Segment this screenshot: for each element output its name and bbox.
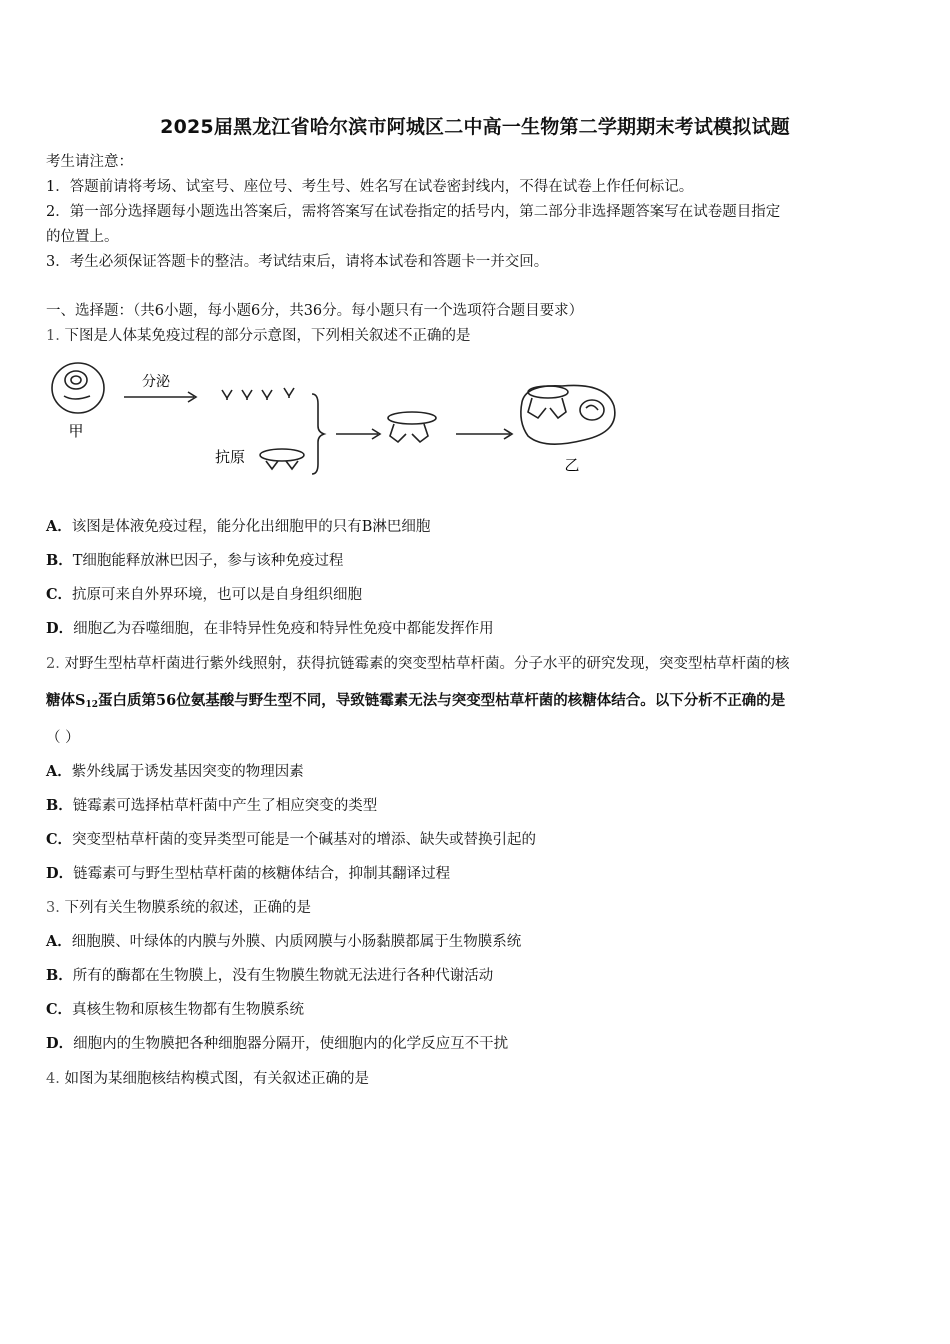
question-2-stem-line-2 [46,691,906,715]
option-key: C． [46,831,73,848]
notice-item-3: 3．考生必须保证答题卡的整洁。考试结束后，请将本试卷和答题卡一并交回。 [46,254,549,270]
question-number: 1. [46,328,60,344]
question-1-stem [46,326,906,346]
option-text: 该图是体液免疫过程，能分化出细胞甲的只有B淋巴细胞 [71,519,431,535]
option-text: 抗原可来自外界环境，也可以是自身组织细胞 [72,587,363,603]
option-text: T细胞能释放淋巴因子，参与该种免疫过程 [72,553,344,569]
antigen-shape [260,449,304,461]
question-number: 3. [46,900,60,916]
question-text-part: 蛋白质第56位氨基酸与野生型不同，导致链霉素无法与突变型枯草杆菌的核糖体结合。以下分析不正确的是 [98,692,786,709]
option-text: 所有的酶都在生物膜上，没有生物膜生物就无法进行各种代谢活动 [72,968,494,984]
option-key: D． [46,1035,74,1052]
option-text: 紫外线属于诱发基因突变的物理因素 [71,764,304,780]
option-text: 突变型枯草杆菌的变异类型可能是一个碱基对的增添、缺失或替换引起的 [72,832,537,848]
option-text: 细胞膜、叶绿体的内膜与外膜、内质网膜与小肠黏膜都属于生物膜系统 [71,934,522,950]
antigen-antibody-complex [388,412,436,424]
q1-option-a [46,517,906,537]
option-text: 链霉素可与野生型枯草杆菌的核糖体结合，抑制其翻译过程 [73,866,451,882]
question-text: 下列有关生物膜系统的叙述，正确的是 [64,900,311,916]
option-key: D． [46,865,74,882]
question-number: 4. [46,1071,60,1087]
notice-item-2-cont: 的位置上。 [46,229,119,245]
q2-option-d [46,864,906,884]
notice-item-2: 2．第一部分选择题每小题选出答案后，需将答案写在试卷指定的括号内，第二部分非选择题答案写在试卷题目指定 [46,204,781,220]
immune-diagram [44,352,644,492]
brace [312,394,324,474]
q1-option-d [46,619,906,639]
antibody-2 [242,390,252,400]
subscript: 12 [85,700,99,710]
notice-item-1: 1．答题前请将考场、试室号、座位号、考生号、姓名写在试卷密封线内，不得在试卷上作任何标记。 [46,179,694,195]
section-heading: 一、选择题：（共6小题，每小题6分，共36分。每小题只有一个选项符合题目要求） [46,303,584,319]
q1-option-c [46,585,906,605]
cell-b-nucleus [580,400,604,420]
antibody-1 [222,390,232,400]
immune-process-figure [44,352,644,492]
q3-option-d [46,1034,906,1054]
question-text: 如图为某细胞核结构模式图，有关叙述正确的是 [64,1071,369,1087]
cell-b-outline [521,385,615,444]
option-key: D． [46,620,74,637]
notice-heading: 考生请注意： [46,154,133,170]
answer-bracket: （ ） [46,730,80,746]
q3-option-b [46,966,906,986]
option-text: 细胞乙为吞噬细胞，在非特异性免疫和特异性免疫中都能发挥作用 [73,621,494,637]
page-title: 2025届黑龙江省哈尔滨市阿城区二中高一生物第二学期期末考试模拟试题 [160,116,790,138]
q3-option-c [46,1000,906,1020]
secrete-label: 分泌 [142,374,170,390]
question-text: 对野生型枯草杆菌进行紫外线照射，获得抗链霉素的突变型枯草杆菌。分子水平的研究发现，突变型枯草杆菌的核 [64,656,790,672]
option-text: 链霉素可选择枯草杆菌中产生了相应突变的类型 [72,798,378,814]
q3-option-a [46,932,906,952]
option-key: B． [46,552,73,569]
question-4-stem [46,1069,906,1089]
option-text: 细胞内的生物膜把各种细胞器分隔开，使细胞内的化学反应互不干扰 [73,1036,509,1052]
question-text-part: 糖体S [46,692,86,709]
option-key: B． [46,797,73,814]
question-2-stem-line-1 [46,654,906,674]
cell-a-nucleus [65,371,87,389]
antibody-4 [284,388,294,398]
q1-option-b [46,551,906,571]
option-key: A． [46,518,72,535]
question-text: 下图是人体某免疫过程的部分示意图，下列相关叙述不正确的是 [64,328,471,344]
cell-a-label: 甲 [68,422,84,440]
cell-b-label: 乙 [564,456,580,474]
option-key: A． [46,763,72,780]
q2-option-c [46,830,906,850]
question-number: 2. [46,656,60,672]
q2-option-b [46,796,906,816]
option-text: 真核生物和原核生物都有生物膜系统 [72,1002,305,1018]
option-key: C． [46,1001,73,1018]
antigen-label: 抗原 [214,448,246,466]
antibody-3 [262,390,272,400]
option-key: B． [46,967,73,984]
question-3-stem [46,898,906,918]
option-key: A． [46,933,72,950]
q2-option-a [46,762,906,782]
option-key: C． [46,586,73,603]
